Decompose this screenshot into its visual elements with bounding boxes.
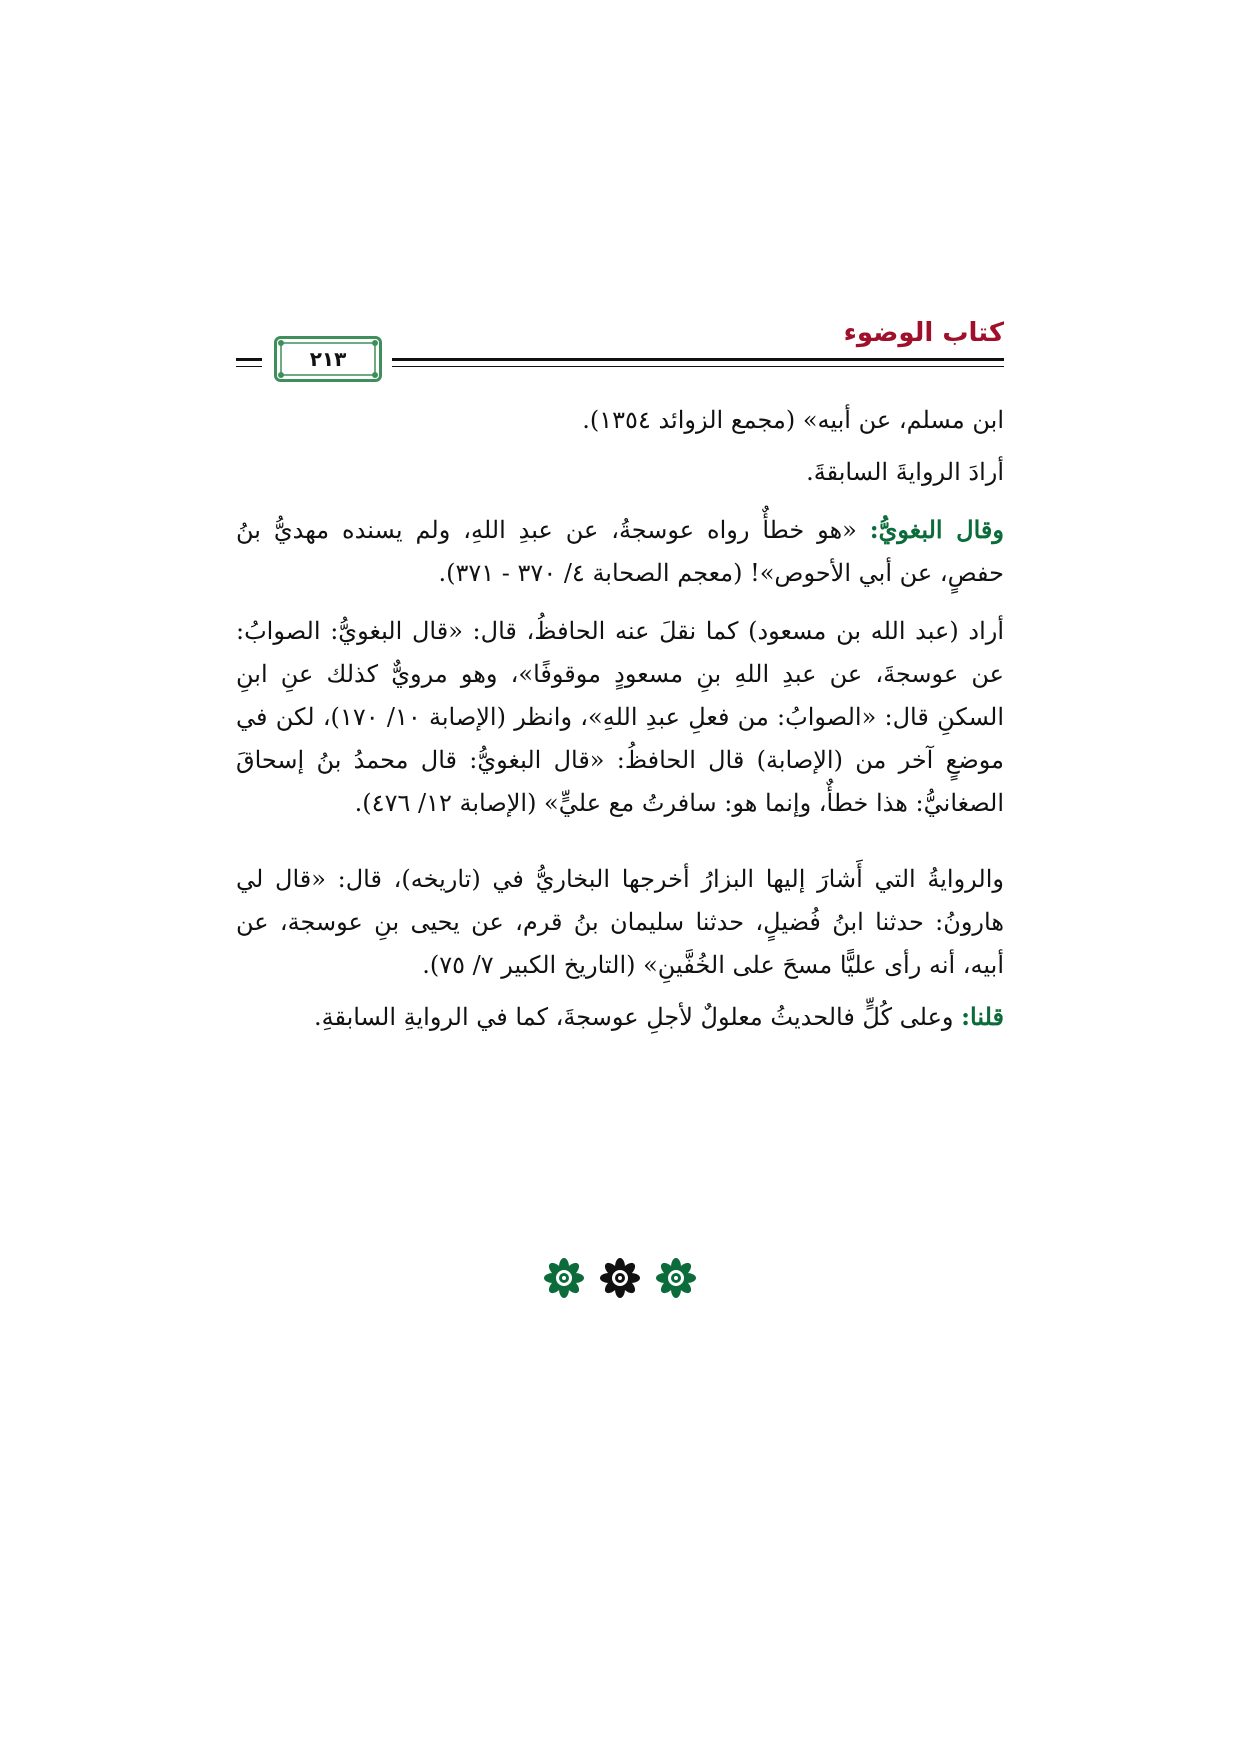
paragraph-4-text: أراد (عبد الله بن مسعود) كما نقلَ عنه الحافظُ، قال: «قال البغويُّ: الصوابُ: عن عوسجةَ، عن عبدِ اللهِ بنِ مسعودٍ موقوفًا»، وهو مرويٌّ كذلك عنِ ابنِ السكنِ قال: «الصوابُ: من فعلِ عبدِ اللهِ»، وانظر (الإصابة ١٠/ ١٧٠)، لكن في موضعٍ آخر من (الإصابة) قال الحافظُ: «قال البغويُّ: قال محمدُ بنُ إسحاقَ الصغانيُّ: هذا خطأٌ، وإنما هو: سافرتُ مع عليٍّ» (الإصابة ١٢/ ٤٧٦).: [236, 617, 1004, 817]
book-title: كتاب الوضوء: [843, 318, 1004, 348]
flower-ornament-icon: [600, 1258, 640, 1302]
page-number: ٢١٣: [309, 347, 347, 371]
page-number-frame: [274, 336, 382, 382]
paragraph-2: [236, 450, 1004, 494]
paragraph-6-lead: قلنا:: [961, 1002, 1004, 1031]
header-rule-left-thin: [236, 366, 262, 367]
paragraph-3: [236, 508, 1004, 595]
header-rule-thin: [392, 366, 1004, 367]
flower-ornament-icon: [656, 1258, 696, 1302]
paragraph-5: [236, 857, 1004, 987]
paragraph-6: [236, 995, 1004, 1039]
header-rule-thick: [392, 358, 1004, 361]
main-text: [236, 398, 1004, 1053]
header-rule-left-thick: [236, 358, 262, 361]
flower-ornament-icon: [544, 1258, 584, 1302]
paragraph-6-text: وعلى كُلٍّ فالحديثُ معلولٌ لأجلِ عوسجةَ، كما في الروايةِ السابقةِ.: [313, 1003, 962, 1031]
paragraph-1-text: ابن مسلم، عن أبيه» (مجمع الزوائد ١٣٥٤).: [582, 406, 1004, 434]
paragraph-5-text: والروايةُ التي أَشارَ إليها البزارُ أخرجها البخاريُّ في (تاريخه)، قال: «قال لي هارونُ: حدثنا ابنُ فُضيلٍ، حدثنا سليمان بنُ قرم، عن يحيى بنِ عوسجة، عن أبيه، أنه رأى عليًّا مسحَ على الخُفَّينِ» (التاريخ الكبير ٧/ ٧٥).: [236, 865, 1004, 979]
paragraph-1: [236, 398, 1004, 442]
section-ornaments: [0, 1258, 1240, 1302]
page-header: [236, 318, 1004, 384]
paragraph-3-lead: وقال البغويُّ:: [869, 515, 1004, 544]
paragraph-2-text: أرادَ الروايةَ السابقةَ.: [806, 458, 1004, 486]
paragraph-3-text: «هو خطأٌ رواه عوسجةُ، عن عبدِ اللهِ، ولم يسنده مهديُّ بنُ حفصٍ، عن أبي الأحوص»! (معجم الصحابة ٤/ ٣٧٠ - ٣٧١).: [236, 516, 1004, 587]
paragraph-4: [236, 609, 1004, 825]
